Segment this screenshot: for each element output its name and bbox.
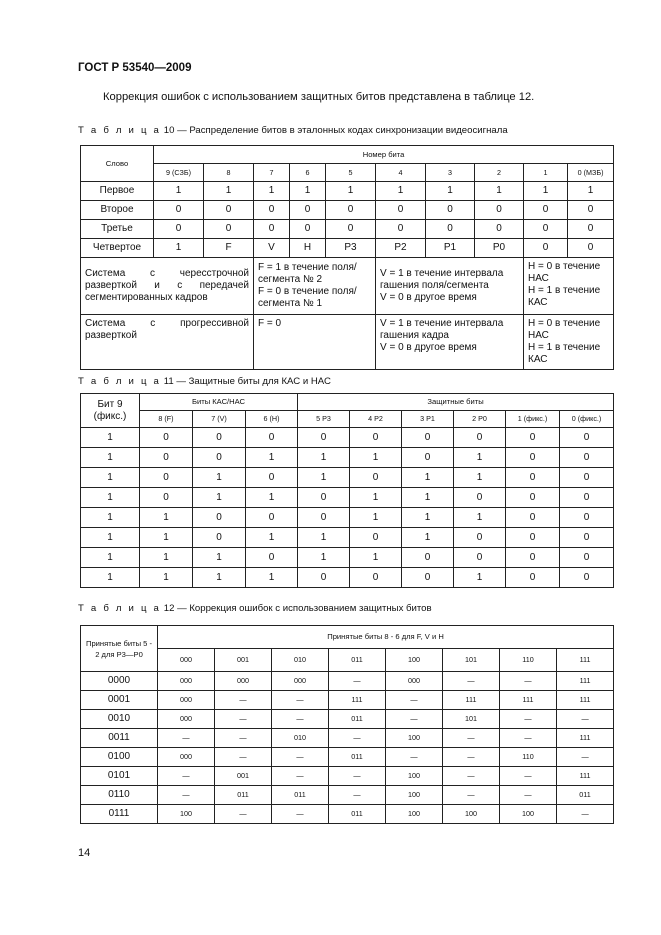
table10-cell: 1: [326, 182, 376, 201]
table10-progressive-h-line1: H = 0 в течение НАС: [528, 318, 601, 341]
table11-cell: 1: [140, 528, 193, 548]
table12-cell: 011: [557, 786, 614, 805]
table10-cell: 1: [568, 182, 614, 201]
table10-caption: [78, 125, 508, 136]
table11-cell: 0: [560, 528, 614, 548]
table10-interlaced-h: [524, 258, 614, 315]
table11-cell: 1: [454, 468, 506, 488]
table10-row-label: Третье: [81, 220, 154, 239]
table-row: [81, 568, 614, 588]
table-row: [81, 528, 614, 548]
table11-cell: 0: [560, 508, 614, 528]
table11-cell: 1: [246, 528, 298, 548]
table11-cell: 0: [402, 568, 454, 588]
table11-cell: 1: [298, 528, 350, 548]
table10-row-label: Первое: [81, 182, 154, 201]
table11-cell: 0: [193, 528, 246, 548]
table12-cell: 011: [272, 786, 329, 805]
table11-cell: 1: [402, 468, 454, 488]
table12-cell: —: [215, 805, 272, 824]
table12-cell: —: [215, 729, 272, 748]
table-row: [81, 748, 614, 767]
table11-cell: 1: [246, 568, 298, 588]
table11-cell: 0: [193, 508, 246, 528]
table-row: [81, 805, 614, 824]
table10-word-header: Слово: [81, 146, 154, 182]
table11-cell: 1: [454, 448, 506, 468]
table11-cell: 1: [454, 508, 506, 528]
table12-cell: —: [215, 691, 272, 710]
table11-cell: 0: [140, 488, 193, 508]
table11-cell: 1: [81, 568, 140, 588]
table11-cell: 0: [298, 508, 350, 528]
table11-cell: 0: [140, 428, 193, 448]
table11-caption: [78, 376, 331, 387]
table12-cell: —: [158, 767, 215, 786]
table11-cell: 0: [140, 448, 193, 468]
table12-sub-header: 001: [215, 649, 272, 672]
table11-sub-header: 1 (фикс.): [506, 411, 560, 428]
table10-bit-header: 4: [376, 164, 426, 182]
table10-interlaced-h-line1: H = 0 в течение НАС: [528, 261, 601, 284]
table12-cell: 011: [329, 805, 386, 824]
table11-cell: 1: [454, 568, 506, 588]
table10-caption-prefix: Т а б л и ц а: [78, 125, 162, 136]
table10-bits-header: Номер бита: [154, 146, 614, 164]
table10-cell: 0: [204, 201, 254, 220]
table12-sub-header: 000: [158, 649, 215, 672]
table-row: [81, 786, 614, 805]
table12-cell: 111: [329, 691, 386, 710]
table11-cell: 0: [560, 428, 614, 448]
table12-cell: —: [158, 729, 215, 748]
table11-cell: 0: [506, 528, 560, 548]
table12-cell: —: [443, 767, 500, 786]
table12-cell: 111: [557, 691, 614, 710]
table12-cell: 100: [500, 805, 557, 824]
table11-cell: 0: [140, 468, 193, 488]
table12-row-label: 0000: [81, 672, 158, 691]
table12-cell: —: [443, 729, 500, 748]
table10-progressive-label: Система с прогрессивной разверткой: [81, 315, 254, 370]
table12-row-label: 0010: [81, 710, 158, 729]
table10-cell: 0: [475, 201, 524, 220]
table10-bit-header: 6: [290, 164, 326, 182]
table10-progressive-f-line1: F = 0: [258, 318, 282, 329]
table10-cell: 0: [254, 220, 290, 239]
table12-cell: —: [443, 672, 500, 691]
table11-cell: 0: [560, 488, 614, 508]
table10-progressive-h-line2: H = 1 в течение КАС: [528, 342, 601, 365]
table-row: [81, 488, 614, 508]
table11-cell: 0: [506, 468, 560, 488]
table10-cell: 0: [568, 239, 614, 258]
table11-cell: 1: [140, 568, 193, 588]
table12-cell: —: [386, 748, 443, 767]
table11-cell: 0: [350, 428, 402, 448]
table-11: [80, 393, 614, 588]
table11-cell: 0: [298, 488, 350, 508]
table11-cell: 1: [402, 508, 454, 528]
table11-cell: 0: [506, 488, 560, 508]
table12-sub-header: 111: [557, 649, 614, 672]
table12-cell: 111: [557, 672, 614, 691]
table12-cell: —: [158, 786, 215, 805]
table10-cell: 1: [154, 182, 204, 201]
table12-caption: [78, 603, 432, 614]
table12-received-fvh-header: Принятые биты 8 - 6 для F, V и H: [158, 626, 614, 649]
table11-cell: 0: [560, 468, 614, 488]
table12-cell: 101: [443, 710, 500, 729]
table12-cell: —: [272, 748, 329, 767]
table11-caption-prefix: Т а б л и ц а: [78, 376, 162, 387]
table12-cell: —: [329, 767, 386, 786]
table10-cell: 0: [326, 201, 376, 220]
table11-cell: 0: [560, 568, 614, 588]
table11-group1-header: Биты КАС/НАС: [140, 394, 298, 411]
table11-cell: 1: [193, 568, 246, 588]
table10-bit-header: 2: [475, 164, 524, 182]
table11-bit9-header: Бит 9 (фикс.): [81, 394, 140, 428]
table11-cell: 0: [246, 468, 298, 488]
table10-interlaced-f: [254, 258, 376, 315]
table12-cell: —: [500, 710, 557, 729]
table12-caption-text: 12 — Коррекция ошибок с использованием защитных битов: [161, 603, 432, 614]
table12-cell: 111: [443, 691, 500, 710]
table12-cell: 100: [158, 805, 215, 824]
table11-sub-header: 0 (фикс.): [560, 411, 614, 428]
table10-cell: 1: [254, 182, 290, 201]
table11-cell: 1: [193, 488, 246, 508]
table11-cell: 0: [246, 548, 298, 568]
table12-sub-header: 110: [500, 649, 557, 672]
table12-cell: —: [272, 767, 329, 786]
table12-cell: 110: [500, 748, 557, 767]
table11-cell: 1: [81, 508, 140, 528]
table10-interlaced-h-line2: H = 1 в течение КАС: [528, 285, 601, 308]
table10-bit-header: 7: [254, 164, 290, 182]
table11-cell: 0: [298, 568, 350, 588]
table11-cell: 0: [402, 548, 454, 568]
table10-bit-header: 8: [204, 164, 254, 182]
table10-interlaced-v-line1: V = 1 в течение интервала гашения поля/сегмента: [380, 268, 504, 291]
table10-interlaced-f-line2: F = 0 в течение поля/сегмента № 1: [258, 286, 357, 309]
table10-interlaced-v-line2: V = 0 в другое время: [380, 292, 477, 303]
table10-cell: 0: [290, 220, 326, 239]
table12-sub-header: 010: [272, 649, 329, 672]
table11-cell: 0: [454, 488, 506, 508]
table11-cell: 1: [246, 488, 298, 508]
table10-bit-header: 1: [524, 164, 568, 182]
table12-cell: 011: [329, 748, 386, 767]
table11-caption-text: 11 — Защитные биты для КАС и НАС: [161, 376, 331, 387]
table11-cell: 0: [506, 428, 560, 448]
table12-cell: 011: [329, 710, 386, 729]
table11-cell: 1: [193, 548, 246, 568]
table11-cell: 0: [506, 568, 560, 588]
table11-cell: 1: [193, 468, 246, 488]
table12-cell: 100: [443, 805, 500, 824]
table12-cell: —: [557, 748, 614, 767]
table12-cell: —: [443, 786, 500, 805]
table10-cell: 0: [475, 220, 524, 239]
table10-row-label: Второе: [81, 201, 154, 220]
table12-cell: —: [500, 767, 557, 786]
table12-cell: 111: [557, 729, 614, 748]
table11-cell: 0: [560, 548, 614, 568]
table11-cell: 1: [81, 448, 140, 468]
table11-cell: 0: [350, 528, 402, 548]
table-row: [81, 710, 614, 729]
table10-cell: 1: [376, 182, 426, 201]
table11-sub-header: 5 P3: [298, 411, 350, 428]
table12-sub-header: 100: [386, 649, 443, 672]
table11-cell: 1: [140, 548, 193, 568]
table12-cell: 011: [215, 786, 272, 805]
table12-cell: —: [329, 729, 386, 748]
table10-cell: 1: [524, 182, 568, 201]
table12-cell: —: [386, 691, 443, 710]
intro-paragraph: Коррекция ошибок с использованием защитных битов представлена в таблице 12.: [103, 91, 535, 103]
table10-cell: 0: [524, 201, 568, 220]
table10-cell: 1: [426, 182, 475, 201]
table-row: [81, 428, 614, 448]
table10-progressive-h: [524, 315, 614, 370]
table11-cell: 1: [81, 468, 140, 488]
table10-cell: 1: [204, 182, 254, 201]
table11-sub-header: 7 (V): [193, 411, 246, 428]
table12-cell: —: [215, 710, 272, 729]
table12-cell: —: [386, 710, 443, 729]
table12-cell: —: [272, 805, 329, 824]
table12-row-label: 0110: [81, 786, 158, 805]
table11-cell: 1: [81, 428, 140, 448]
table11-cell: 0: [402, 428, 454, 448]
table12-cell: 000: [158, 691, 215, 710]
table12-cell: —: [557, 805, 614, 824]
table10-bit-header: 3: [426, 164, 475, 182]
table12-cell: 000: [158, 748, 215, 767]
table-row: [81, 201, 614, 220]
table11-cell: 0: [454, 528, 506, 548]
table11-cell: 0: [350, 468, 402, 488]
table-row: [81, 468, 614, 488]
table10-cell: 0: [426, 201, 475, 220]
table11-cell: 1: [298, 548, 350, 568]
table12-sub-header: 101: [443, 649, 500, 672]
table12-cell: 010: [272, 729, 329, 748]
table-row: [81, 508, 614, 528]
table12-cell: 000: [158, 710, 215, 729]
table-row: [81, 548, 614, 568]
table10-progressive-v-line2: V = 0 в другое время: [380, 342, 477, 353]
table11-cell: 0: [560, 448, 614, 468]
table10-caption-text: 10 — Распределение битов в эталонных кодах синхронизации видеосигнала: [161, 125, 508, 136]
document-header: ГОСТ Р 53540—2009: [78, 62, 192, 74]
table12-cell: —: [272, 691, 329, 710]
table10-cell: 0: [204, 220, 254, 239]
table-10: [80, 145, 614, 370]
table12-cell: —: [329, 672, 386, 691]
table11-cell: 0: [506, 448, 560, 468]
table10-cell: 1: [475, 182, 524, 201]
table10-cell: H: [290, 239, 326, 258]
table-row: [81, 448, 614, 468]
table12-sub-header: 011: [329, 649, 386, 672]
table-row: [81, 182, 614, 201]
table12-cell: —: [557, 710, 614, 729]
table12-cell: 000: [272, 672, 329, 691]
table11-cell: 0: [193, 448, 246, 468]
table10-cell: 0: [426, 220, 475, 239]
table10-progressive-v-line1: V = 1 в течение интервала гашения кадра: [380, 318, 504, 341]
table-12: [80, 625, 614, 824]
table12-row-label: 0001: [81, 691, 158, 710]
table11-cell: 1: [402, 528, 454, 548]
table11-cell: 1: [140, 508, 193, 528]
table12-cell: 100: [386, 729, 443, 748]
table10-cell: 0: [326, 220, 376, 239]
table11-cell: 1: [350, 448, 402, 468]
table12-caption-prefix: Т а б л и ц а: [78, 603, 162, 614]
table12-cell: 100: [386, 805, 443, 824]
table10-cell: P2: [376, 239, 426, 258]
table12-cell: 000: [386, 672, 443, 691]
table-row: [81, 691, 614, 710]
table10-cell: 0: [376, 220, 426, 239]
table10-cell: 0: [524, 220, 568, 239]
table11-cell: 0: [402, 448, 454, 468]
table-row: [81, 239, 614, 258]
table11-cell: 0: [246, 428, 298, 448]
table11-cell: 0: [298, 428, 350, 448]
table12-cell: 001: [215, 767, 272, 786]
table12-received-p-header: Принятые биты 5 - 2 для P3—P0: [81, 626, 158, 672]
table11-cell: 1: [81, 548, 140, 568]
table11-cell: 1: [350, 508, 402, 528]
table10-interlaced-f-line1: F = 1 в течение поля/сегмента № 2: [258, 262, 357, 285]
table-row: [81, 729, 614, 748]
table12-cell: 100: [386, 767, 443, 786]
table11-sub-header: 2 P0: [454, 411, 506, 428]
table12-cell: 000: [215, 672, 272, 691]
table10-interlaced-v: [376, 258, 524, 315]
table11-sub-header: 6 (H): [246, 411, 298, 428]
table10-cell: 0: [154, 220, 204, 239]
table10-bit-header: 0 (МЗБ): [568, 164, 614, 182]
table12-cell: —: [215, 748, 272, 767]
table12-cell: —: [500, 729, 557, 748]
table10-cell: P0: [475, 239, 524, 258]
table-row: [81, 767, 614, 786]
table11-cell: 1: [350, 488, 402, 508]
table10-cell: 1: [154, 239, 204, 258]
table12-cell: 111: [557, 767, 614, 786]
table11-sub-header: 3 P1: [402, 411, 454, 428]
table11-cell: 0: [454, 428, 506, 448]
table12-cell: —: [272, 710, 329, 729]
table11-sub-header: 4 P2: [350, 411, 402, 428]
table11-group2-header: Защитные биты: [298, 394, 614, 411]
table11-cell: 1: [298, 448, 350, 468]
table12-row-label: 0011: [81, 729, 158, 748]
table12-row-label: 0100: [81, 748, 158, 767]
table11-cell: 1: [81, 488, 140, 508]
table12-row-label: 0101: [81, 767, 158, 786]
table12-cell: 000: [158, 672, 215, 691]
table11-cell: 0: [246, 508, 298, 528]
table10-cell: 0: [524, 239, 568, 258]
table11-cell: 0: [350, 568, 402, 588]
table11-sub-header: 8 (F): [140, 411, 193, 428]
table12-row-label: 0111: [81, 805, 158, 824]
table12-cell: —: [500, 786, 557, 805]
table12-cell: 100: [386, 786, 443, 805]
table12-cell: —: [500, 672, 557, 691]
table11-cell: 1: [246, 448, 298, 468]
table10-cell: V: [254, 239, 290, 258]
table11-cell: 0: [506, 508, 560, 528]
table10-cell: P1: [426, 239, 475, 258]
table12-cell: —: [329, 786, 386, 805]
table11-cell: 1: [350, 548, 402, 568]
table11-cell: 0: [193, 428, 246, 448]
table10-bit-header: 9 (СЗБ): [154, 164, 204, 182]
table10-cell: 0: [254, 201, 290, 220]
table11-cell: 1: [298, 468, 350, 488]
table10-cell: 0: [154, 201, 204, 220]
table10-cell: F: [204, 239, 254, 258]
table11-cell: 1: [81, 528, 140, 548]
table10-cell: 0: [376, 201, 426, 220]
table11-cell: 0: [454, 548, 506, 568]
table11-cell: 1: [402, 488, 454, 508]
page-number: 14: [78, 847, 91, 859]
table10-cell: P3: [326, 239, 376, 258]
table10-interlaced-label: Система с чересстрочной разверткой и с передачей сегментированных кадров: [81, 258, 254, 315]
table11-cell: 0: [506, 548, 560, 568]
table10-cell: 0: [568, 201, 614, 220]
table-row: [81, 672, 614, 691]
table12-cell: —: [443, 748, 500, 767]
table-row: [81, 220, 614, 239]
table12-cell: 111: [500, 691, 557, 710]
table10-bit-header: 5: [326, 164, 376, 182]
table10-progressive-f: [254, 315, 376, 370]
table10-progressive-v: [376, 315, 524, 370]
table10-cell: 0: [290, 201, 326, 220]
table10-cell: 1: [290, 182, 326, 201]
table10-cell: 0: [568, 220, 614, 239]
table10-row-label: Четвертое: [81, 239, 154, 258]
